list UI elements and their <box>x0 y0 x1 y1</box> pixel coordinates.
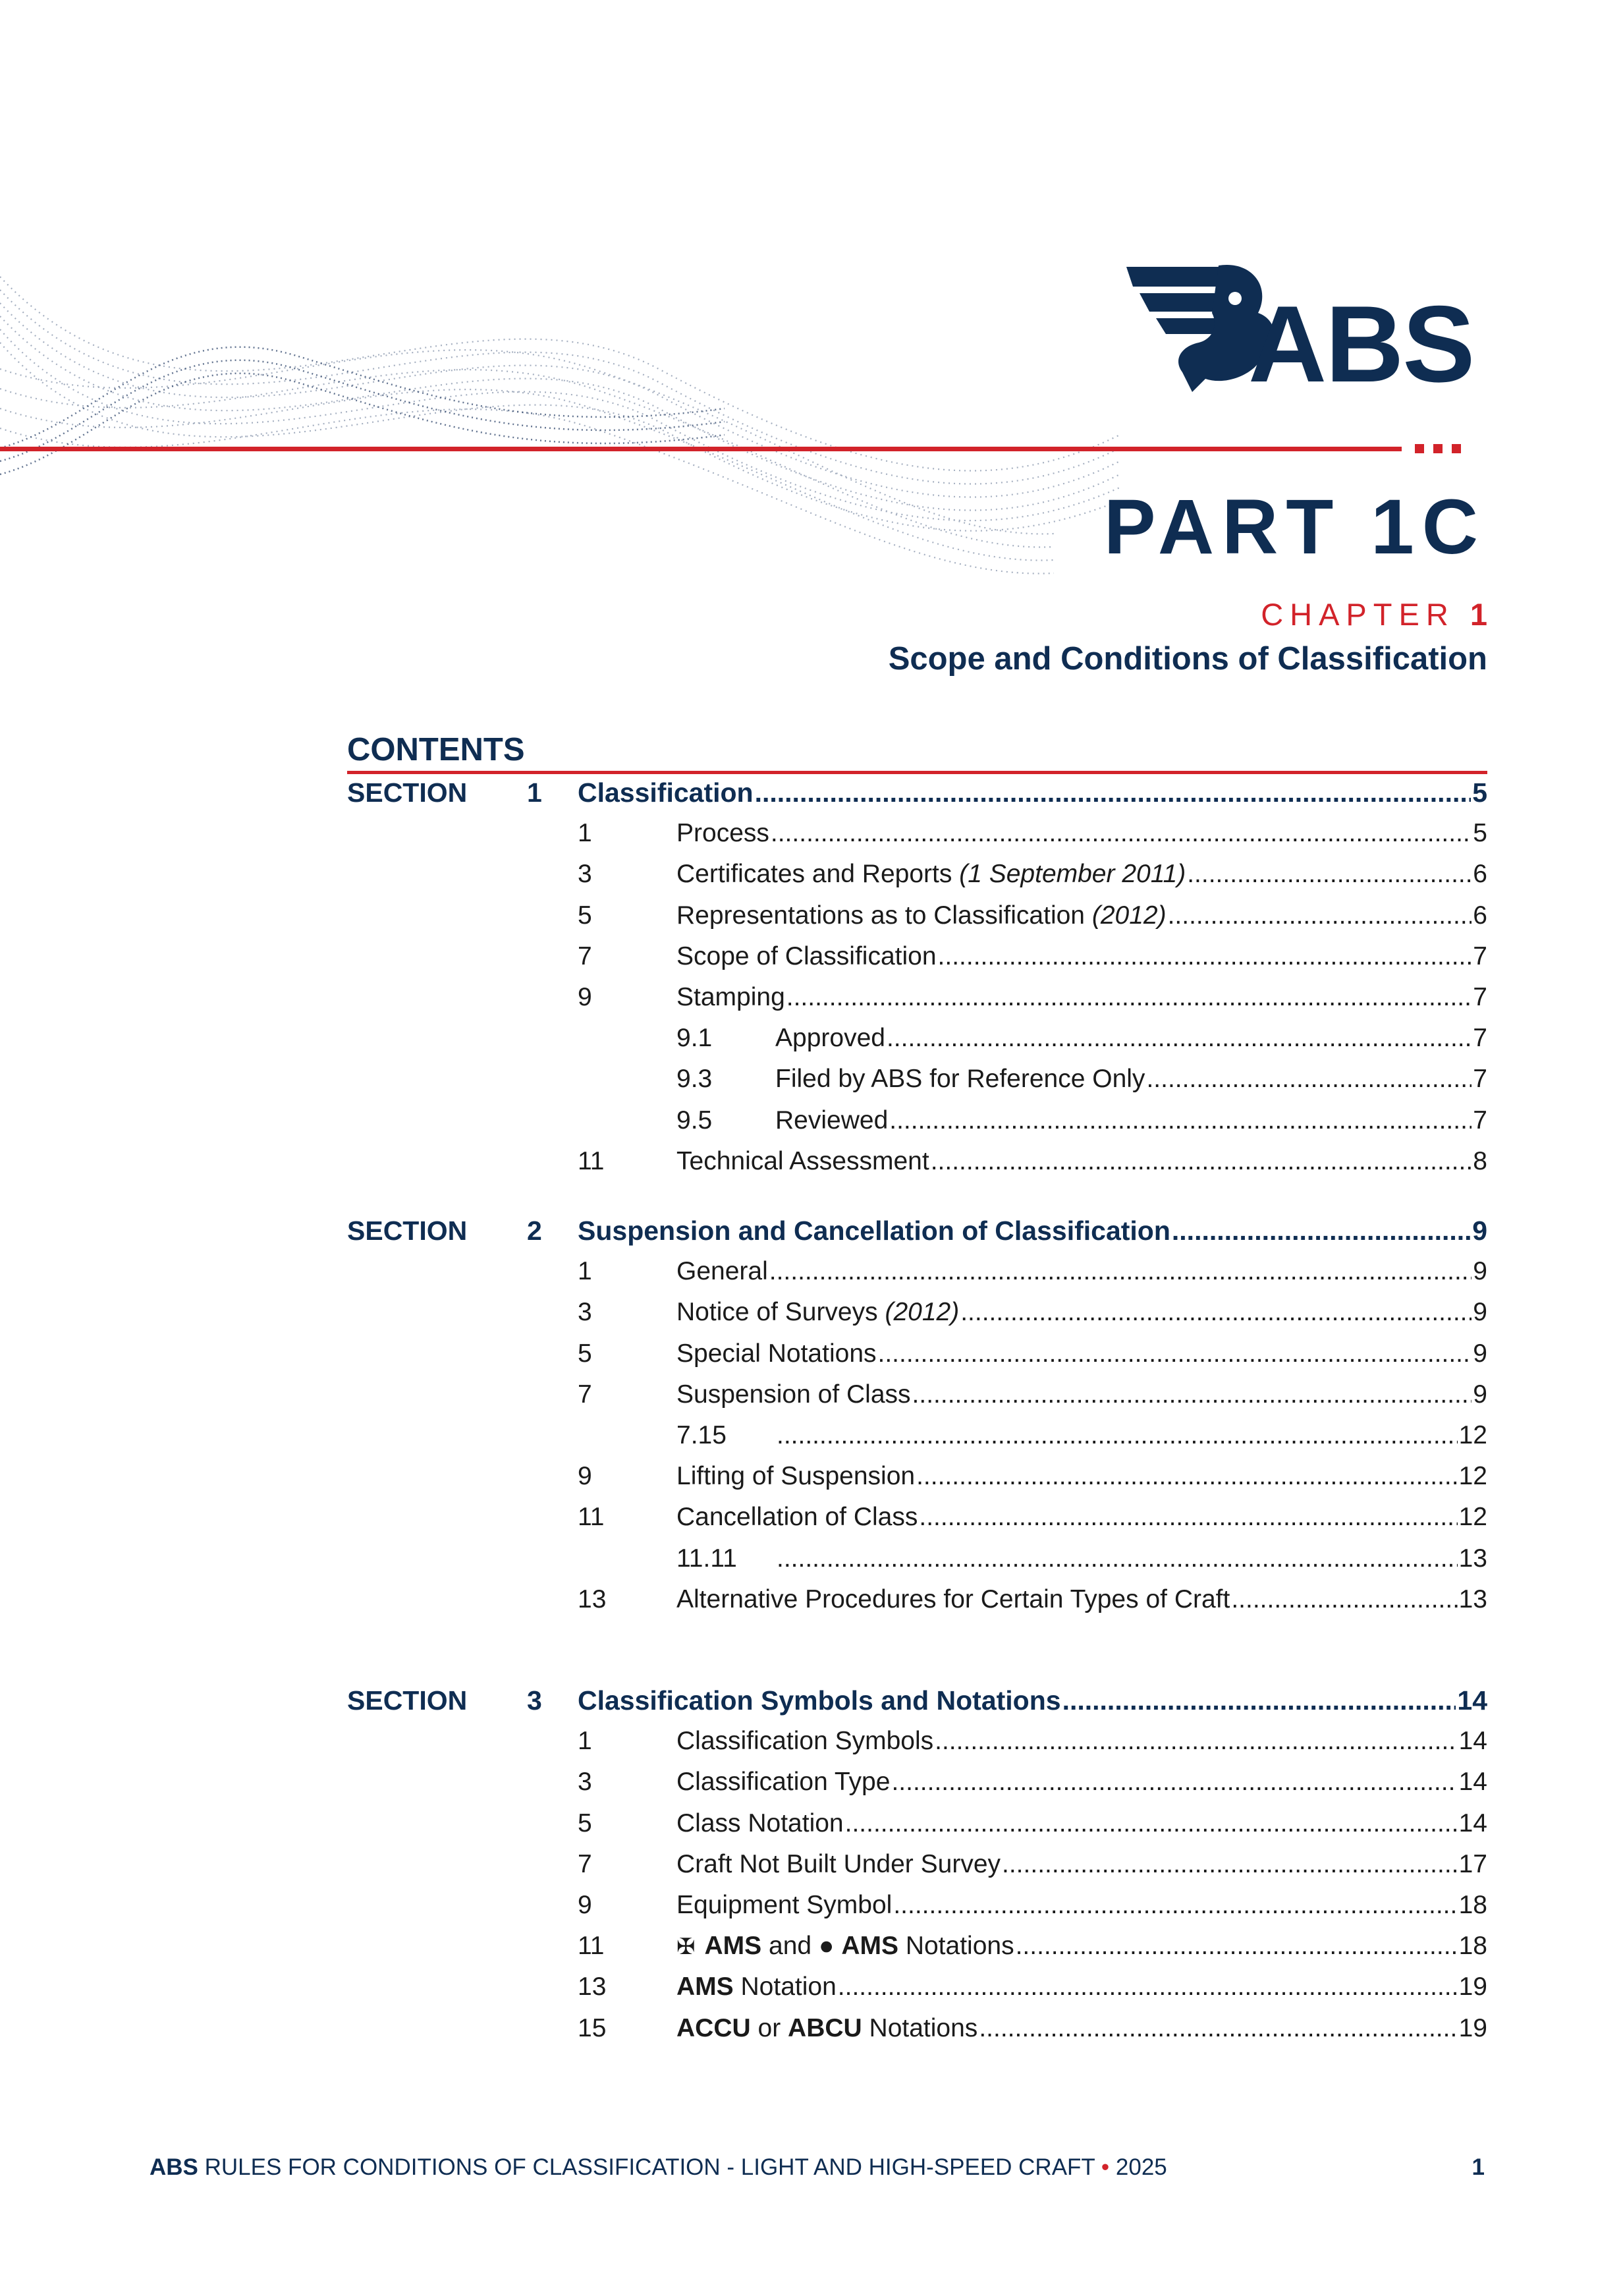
leader-dots <box>887 1020 1472 1057</box>
item-title-text: Craft Not Built Under Survey <box>676 1849 1001 1878</box>
item-page: 13 <box>1458 1584 1487 1613</box>
item-title-text: Technical Assessment <box>676 1146 929 1175</box>
item-number: 5 <box>578 1808 592 1837</box>
item-date: (1 September 2011) <box>959 860 1186 889</box>
item-title <box>676 1581 1230 1618</box>
item-title <box>676 2010 977 2047</box>
toc-item[interactable] <box>0 1723 1623 1760</box>
item-number: 9.5 <box>676 1106 713 1134</box>
page-number: 1 <box>1472 2154 1485 2180</box>
leader-dots <box>1187 856 1472 893</box>
item-page: 12 <box>1458 1421 1487 1449</box>
notation-connector: or <box>750 2013 788 2042</box>
item-title <box>676 1928 1014 1965</box>
item-title <box>676 815 769 852</box>
item-title-text: Notations <box>898 1932 1014 1961</box>
item-title-text: Classification Symbols <box>676 1727 934 1756</box>
item-title <box>676 897 1167 934</box>
item-title-text: Stamping <box>676 983 785 1011</box>
decorative-wave-graphic <box>0 237 1120 606</box>
notation-bold: AMS <box>704 1932 762 1961</box>
maltese-cross-icon: ✠ <box>676 1934 696 1960</box>
chapter-title: Scope and Conditions of Classification <box>888 641 1487 677</box>
leader-dots <box>1172 1212 1471 1249</box>
item-number: 9 <box>578 983 592 1011</box>
item-title <box>676 1294 959 1331</box>
toc-item[interactable] <box>0 1020 1623 1057</box>
item-title <box>775 1061 1145 1098</box>
item-entry[interactable] <box>676 1458 1487 1495</box>
toc-item[interactable] <box>0 815 1623 852</box>
item-page: 14 <box>1458 1768 1487 1797</box>
section-page: 5 <box>1472 777 1487 808</box>
item-title <box>676 1846 1001 1883</box>
item-entry[interactable] <box>676 815 1487 852</box>
item-number: 9 <box>578 1891 592 1919</box>
item-number: 3 <box>578 860 592 889</box>
item-entry[interactable] <box>676 1335 1487 1372</box>
toc-section-1[interactable] <box>0 774 1623 811</box>
toc-item[interactable] <box>0 1969 1623 2005</box>
toc-item[interactable] <box>0 979 1623 1016</box>
toc-item[interactable] <box>0 1061 1623 1098</box>
section-number: 2 <box>527 1216 542 1246</box>
section-entry[interactable] <box>578 774 1487 811</box>
item-entry[interactable] <box>676 897 1487 934</box>
item-number: 9.3 <box>676 1065 713 1094</box>
toc-item[interactable] <box>0 1805 1623 1842</box>
item-page: 13 <box>1458 1544 1487 1573</box>
leader-dots <box>919 1499 1457 1536</box>
leader-dots <box>771 815 1472 852</box>
item-page: 9 <box>1473 1380 1487 1409</box>
toc-item[interactable] <box>0 1253 1623 1290</box>
toc-item[interactable] <box>0 1143 1623 1180</box>
item-title <box>676 1253 768 1290</box>
toc-item[interactable] <box>0 1417 1623 1454</box>
toc-item[interactable] <box>0 897 1623 934</box>
notation-connector: and ● <box>761 1932 842 1961</box>
item-entry[interactable] <box>676 1764 1487 1801</box>
leader-dots <box>777 1417 1458 1454</box>
item-title <box>676 1376 911 1413</box>
toc-item[interactable] <box>0 1499 1623 1536</box>
item-number: 9 <box>578 1462 592 1491</box>
item-title <box>676 1458 915 1495</box>
item-entry[interactable] <box>676 938 1487 975</box>
item-entry[interactable] <box>676 1376 1487 1413</box>
notation-bold: ABCU <box>788 2013 862 2042</box>
item-page: 14 <box>1458 1808 1487 1837</box>
header-red-dots <box>1415 444 1461 453</box>
leader-dots <box>916 1458 1458 1495</box>
item-entry[interactable] <box>676 1723 1487 1760</box>
item-number: 7 <box>578 941 592 970</box>
item-page: 19 <box>1458 1973 1487 2002</box>
header-red-rule <box>0 447 1402 451</box>
toc-item[interactable] <box>0 1540 1623 1577</box>
item-entry[interactable] <box>676 1846 1487 1883</box>
item-title-text: Cancellation of Class <box>676 1503 918 1532</box>
item-page: 18 <box>1458 1891 1487 1919</box>
leader-dots <box>878 1335 1472 1372</box>
section-number: 1 <box>527 777 542 808</box>
section-title: Suspension and Cancellation of Classification <box>578 1216 1170 1246</box>
item-entry[interactable] <box>676 979 1487 1016</box>
leader-dots <box>1168 897 1472 934</box>
item-number: 11 <box>578 1932 605 1961</box>
item-title-text: Filed by ABS for Reference Only <box>775 1065 1145 1094</box>
item-entry[interactable] <box>775 1417 1487 1454</box>
item-number: 11 <box>578 1146 605 1175</box>
leader-dots <box>893 1887 1457 1924</box>
leader-dots <box>845 1805 1458 1842</box>
item-title-text: Notice of Surveys <box>676 1298 878 1327</box>
item-entry[interactable] <box>676 856 1487 893</box>
item-title-text: Reviewed <box>775 1106 889 1134</box>
item-title <box>676 1143 929 1180</box>
section-page: 9 <box>1472 1216 1487 1246</box>
item-number: 11.11 <box>676 1544 737 1573</box>
item-entry[interactable] <box>676 1969 1487 2005</box>
toc-item[interactable] <box>0 1928 1623 1965</box>
item-title-text: Alternative Procedures for Certain Types of Craft <box>676 1584 1230 1613</box>
item-page: 12 <box>1458 1503 1487 1532</box>
item-title-text: General <box>676 1257 768 1286</box>
toc-item[interactable] <box>0 1887 1623 1924</box>
leader-dots <box>786 979 1472 1016</box>
item-entry[interactable] <box>676 1143 1487 1180</box>
item-page: 19 <box>1458 2013 1487 2042</box>
leader-dots <box>979 2010 1457 2047</box>
item-page: 8 <box>1473 1146 1487 1175</box>
item-title-text: Suspension of Class <box>676 1380 911 1409</box>
item-number: 5 <box>578 1339 592 1368</box>
toc-item[interactable] <box>0 2010 1623 2047</box>
item-title-text: Classification Type <box>676 1768 891 1797</box>
item-title-text: Scope of Classification <box>676 941 937 970</box>
section-title: Classification Symbols and Notations <box>578 1685 1061 1716</box>
item-title-text: Certificates and Reports <box>676 860 952 889</box>
leader-dots <box>1062 1682 1456 1719</box>
item-title-text: Equipment Symbol <box>676 1891 893 1919</box>
leader-dots <box>1002 1846 1458 1883</box>
leader-dots <box>935 1723 1457 1760</box>
item-page: 9 <box>1473 1298 1487 1327</box>
item-number: 3 <box>578 1768 592 1797</box>
item-page: 12 <box>1458 1462 1487 1491</box>
item-page: 6 <box>1473 901 1487 930</box>
item-number: 3 <box>578 1298 592 1327</box>
item-number: 1 <box>578 1727 592 1756</box>
toc-item[interactable] <box>0 1376 1623 1413</box>
item-title-text: Class Notation <box>676 1808 844 1837</box>
toc-item[interactable] <box>0 856 1623 893</box>
leader-dots <box>769 1253 1472 1290</box>
section-title: Classification <box>578 777 754 808</box>
item-page: 9 <box>1473 1339 1487 1368</box>
section-word: SECTION <box>347 777 468 808</box>
item-page: 17 <box>1458 1849 1487 1878</box>
toc-item[interactable] <box>0 938 1623 975</box>
item-number: 13 <box>578 1973 607 2002</box>
item-entry[interactable] <box>676 1928 1487 1965</box>
notation-bold: AMS <box>676 1973 734 2002</box>
item-title <box>676 1805 844 1842</box>
item-number: 5 <box>578 901 592 930</box>
item-number: 7 <box>578 1849 592 1878</box>
item-entry[interactable] <box>775 1020 1487 1057</box>
item-entry[interactable] <box>676 1499 1487 1536</box>
item-title <box>676 1887 892 1924</box>
item-page: 7 <box>1473 983 1487 1011</box>
leader-dots <box>938 938 1472 975</box>
section-page: 14 <box>1457 1685 1487 1716</box>
toc-section-2[interactable] <box>0 1212 1623 1249</box>
item-title-text: Approved <box>775 1024 885 1053</box>
item-page: 9 <box>1473 1257 1487 1286</box>
leader-dots <box>838 1969 1458 2005</box>
item-number: 13 <box>578 1584 607 1613</box>
item-page: 14 <box>1458 1727 1487 1756</box>
leader-dots <box>960 1294 1472 1331</box>
section-entry[interactable] <box>578 1212 1487 1249</box>
item-title <box>676 856 1186 893</box>
item-page: 7 <box>1473 1065 1487 1094</box>
item-title <box>676 1764 890 1801</box>
chapter-label: CHAPTER 1 <box>1261 597 1487 632</box>
section-word: SECTION <box>347 1685 468 1716</box>
item-title <box>676 938 937 975</box>
item-number: 1 <box>578 819 592 848</box>
item-page: 6 <box>1473 860 1487 889</box>
item-title-text: Lifting of Suspension <box>676 1462 916 1491</box>
leader-dots <box>1231 1581 1457 1618</box>
item-page: 18 <box>1458 1932 1487 1961</box>
leader-dots <box>891 1764 1457 1801</box>
notation-bold: ACCU <box>676 2013 751 2042</box>
toc-item[interactable] <box>0 1581 1623 1618</box>
abs-logo-text: ABS <box>1248 283 1474 405</box>
item-title <box>775 1102 888 1139</box>
section-word: SECTION <box>347 1216 468 1246</box>
leader-dots <box>755 774 1472 811</box>
toc-item[interactable] <box>0 1764 1623 1801</box>
item-page: 5 <box>1473 819 1487 848</box>
item-entry[interactable] <box>775 1102 1487 1139</box>
item-entry[interactable] <box>676 1253 1487 1290</box>
item-title-text: Representations as to Classification <box>676 901 1085 930</box>
item-number: 15 <box>578 2013 607 2042</box>
item-title <box>676 1335 877 1372</box>
leader-dots <box>777 1540 1458 1577</box>
leader-dots <box>1016 1928 1458 1965</box>
item-number: 1 <box>578 1257 592 1286</box>
leader-dots <box>931 1143 1472 1180</box>
item-number: 11 <box>578 1503 605 1532</box>
item-entry[interactable] <box>775 1540 1487 1577</box>
item-title-text: Notation <box>733 1973 837 2002</box>
contents-heading: CONTENTS <box>347 732 525 768</box>
item-title-text: Special Notations <box>676 1339 877 1368</box>
item-page: 7 <box>1473 1024 1487 1053</box>
item-title-text: Process <box>676 819 769 848</box>
toc-item[interactable] <box>0 1335 1623 1372</box>
toc-item[interactable] <box>0 1102 1623 1139</box>
toc-item[interactable] <box>0 1458 1623 1495</box>
item-title <box>676 1499 918 1536</box>
item-title <box>775 1020 885 1057</box>
item-entry[interactable] <box>676 1805 1487 1842</box>
item-entry[interactable] <box>676 1294 1487 1331</box>
item-title-text: Notations <box>862 2013 978 2042</box>
notation-bold: AMS <box>841 1932 898 1961</box>
item-entry[interactable] <box>775 1061 1487 1098</box>
leader-dots <box>1146 1061 1472 1098</box>
item-entry[interactable] <box>676 1887 1487 1924</box>
section-number: 3 <box>527 1685 542 1716</box>
item-number: 9.1 <box>676 1024 713 1053</box>
section-entry[interactable] <box>578 1682 1487 1719</box>
part-title: PART 1C <box>1103 484 1486 571</box>
item-entry[interactable] <box>676 2010 1487 2047</box>
item-number: 7 <box>578 1380 592 1409</box>
page-footer: ABS RULES FOR CONDITIONS OF CLASSIFICATION - LIGHT AND HIGH-SPEED CRAFT • 2025 <box>150 2154 1167 2180</box>
item-date: (2012) <box>1091 901 1167 930</box>
item-entry[interactable] <box>676 1581 1487 1618</box>
toc-section-3[interactable] <box>0 1682 1623 1719</box>
leader-dots <box>912 1376 1472 1413</box>
item-number: 7.15 <box>676 1421 727 1449</box>
toc-item[interactable] <box>0 1294 1623 1331</box>
item-title <box>676 1723 933 1760</box>
item-title <box>676 979 785 1016</box>
toc-item[interactable] <box>0 1846 1623 1883</box>
item-date: (2012) <box>885 1298 960 1327</box>
item-page: 7 <box>1473 1106 1487 1134</box>
leader-dots <box>889 1102 1472 1139</box>
item-page: 7 <box>1473 941 1487 970</box>
item-title <box>676 1969 837 2005</box>
